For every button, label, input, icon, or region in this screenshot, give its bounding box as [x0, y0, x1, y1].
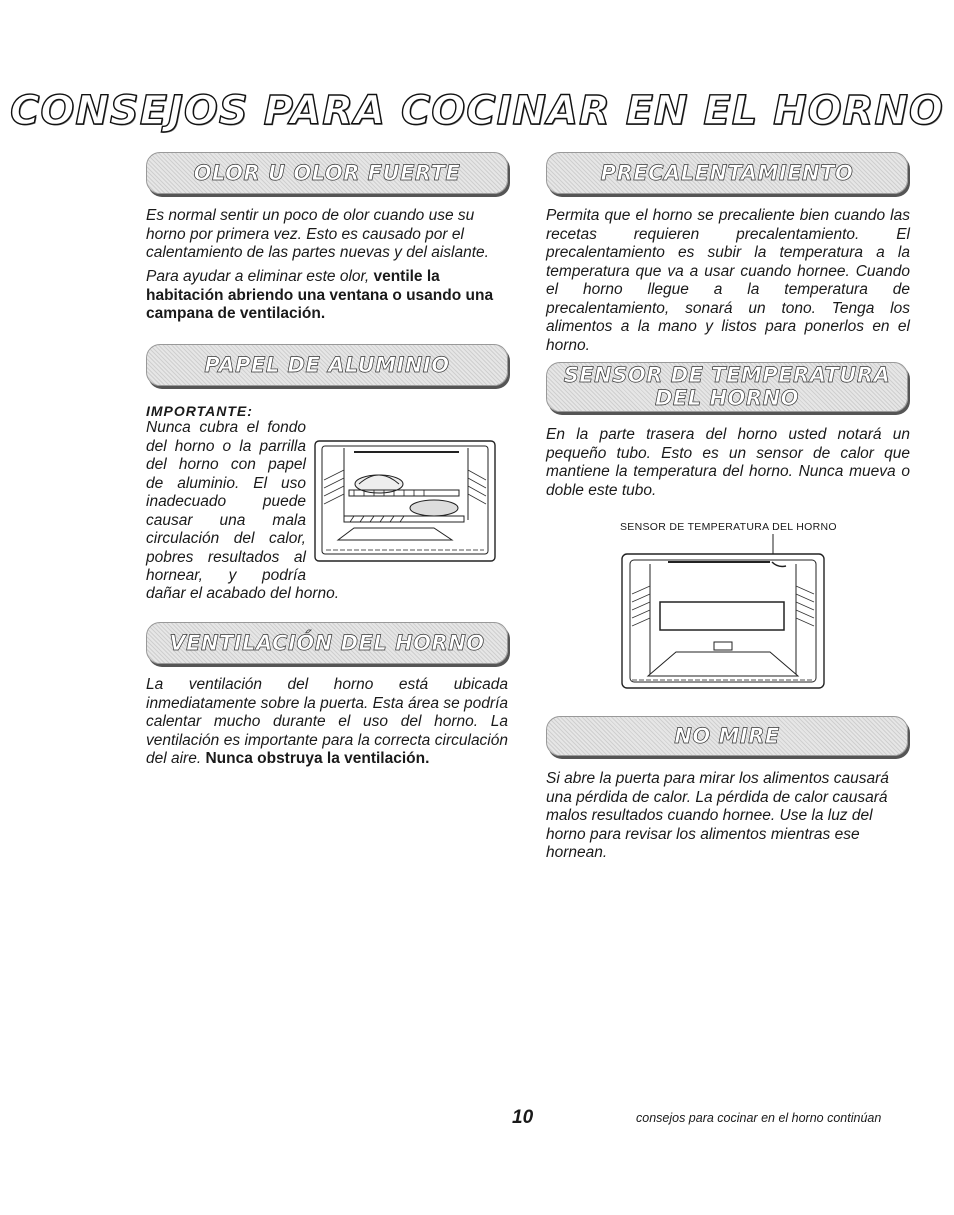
section-heading-olor [146, 152, 508, 194]
section-heading-precalentamiento [546, 152, 908, 194]
olor-p2-bold: ventile la habitación abriendo una ventana o usando una campana de ventilación. [146, 268, 494, 322]
olor-p2-text: Para ayudar a eliminar este olor, [146, 268, 374, 285]
heading-sensor-line1: SENSOR DE TEMPERATURA [563, 363, 891, 387]
footer-continued: consejos para cocinar en el horno continúan [636, 1111, 882, 1125]
olor-paragraph-2 [146, 268, 512, 324]
papel-last-line: dañar el acabado del horno. [146, 585, 340, 602]
ventilacion-bold: Nunca obstruya la ventilación. [205, 750, 430, 767]
sensor-diagram-label: SENSOR DE TEMPERATURA DEL HORNO [620, 521, 837, 533]
papel-line: causar una mala [146, 511, 306, 529]
heading-ventilacion-text: VENTILACIÓN DEL HORNO [169, 630, 485, 655]
sensor-paragraph: En la parte trasera del horno usted notará un pequeño tubo. Esto es un sensor de calor que mantiene la temperatura del horno. Nunca mueva o doble este tubo. [546, 426, 910, 499]
section-heading-ventilacion [146, 622, 508, 664]
papel-line: circulación del calor, [146, 530, 306, 547]
papel-line: del horno o la parrilla [146, 437, 306, 455]
section-heading-sensor [546, 362, 908, 412]
papel-line: hornear, y podría [146, 567, 306, 584]
papel-lines [146, 419, 306, 586]
ventilacion-paragraph [146, 676, 508, 769]
papel-line: inadecuado puede [146, 493, 306, 510]
heading-no-mire-text: NO MIRE [674, 723, 780, 748]
no-mire-paragraph: Si abre la puerta para mirar los alimentos causará una pérdida de calor. La pérdida de calor causará malos resultados cuando hornee. Use la luz del horno para revisar los alimentos mientras ese hornean. [546, 770, 889, 861]
precalentamiento-paragraph: Permita que el horno se precaliente bien cuando las recetas requieren precalentamiento. El precalentamiento es subir la temperatura a la temperatura que va a usar cuando hornee. Cuando el horno llegue a la temperatura de precalentamiento, sonará un tono. Tenga los alimentos a la mano y listos para ponerlos en el horno. [546, 207, 910, 354]
papel-line: pobres resultados al [146, 548, 306, 566]
papel-line: de aluminio. El uso [146, 474, 306, 492]
section-heading-papel [146, 344, 508, 386]
important-label: IMPORTANTE: [146, 403, 253, 419]
heading-olor-text: OLOR U OLOR FUERTE [193, 160, 461, 185]
olor-paragraph-1: Es normal sentir un poco de olor cuando use su horno por primera vez. Esto es causado por el calentamiento de las partes nuevas y del aislante. [146, 207, 489, 261]
ventilacion-text: La ventilación del horno está ubicada inmediatamente sobre la puerta. Esta área se podría calentar mucho durante el uso del horno. La ventilación es importante para la correcta circulación del aire. [146, 676, 508, 767]
section-heading-no-mire [546, 716, 908, 756]
page-title: CONSEJOS PARA COCINAR EN EL HORNO [10, 88, 944, 134]
oven-sensor-illustration [620, 534, 826, 690]
heading-precalentamiento-text: PRECALENTAMIENTO [600, 160, 854, 185]
oven-foil-illustration [314, 440, 496, 562]
page-number: 10 [512, 1107, 534, 1128]
heading-papel-text: PAPEL DE ALUMINIO [204, 352, 450, 377]
papel-line: del horno con papel [146, 456, 306, 473]
papel-line: Nunca cubra el fondo [146, 419, 306, 436]
heading-sensor-line2: DEL HORNO [655, 386, 799, 410]
